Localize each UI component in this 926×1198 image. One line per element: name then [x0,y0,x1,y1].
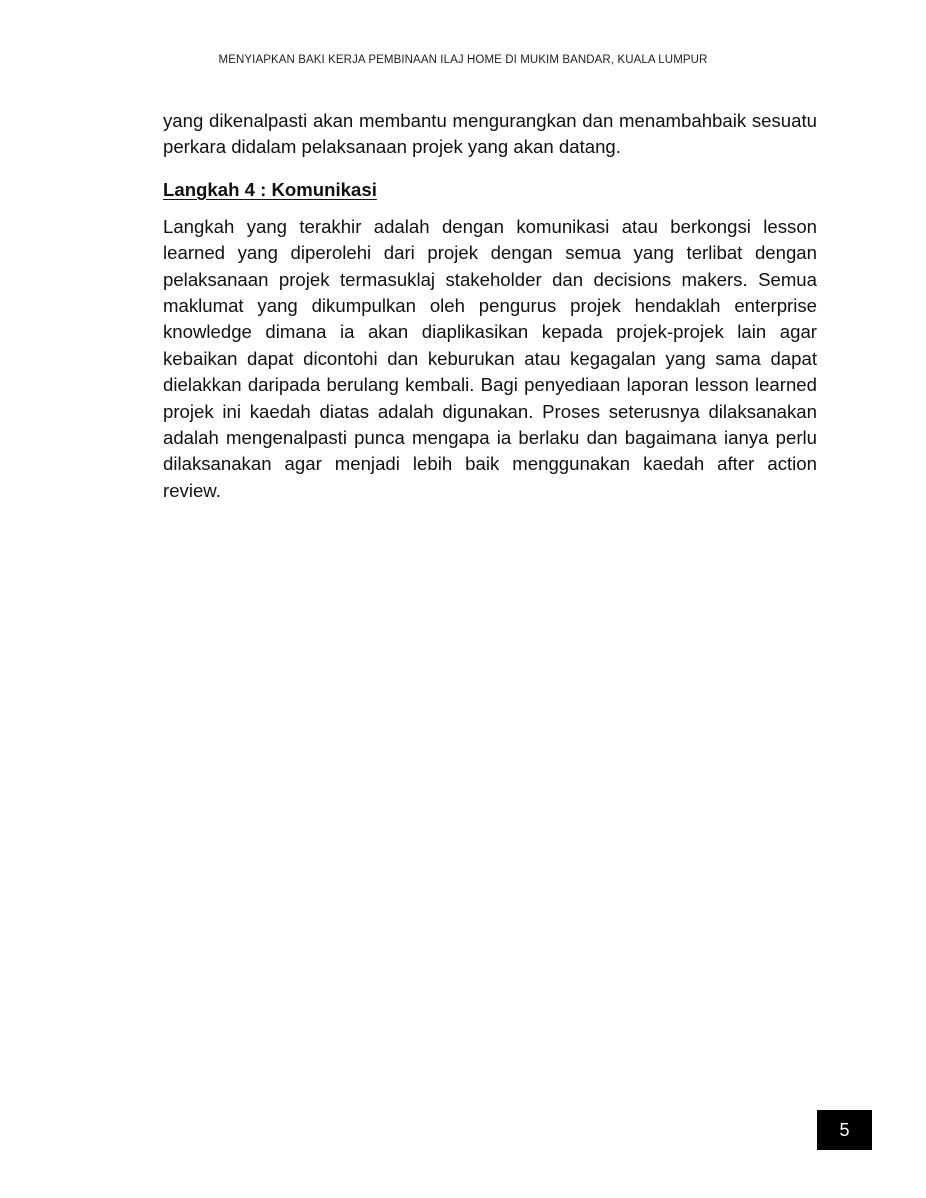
continuation-paragraph: yang dikenalpasti akan membantu mengurangkan dan menambahbaik sesuatu perkara didalam pelaksanaan projek yang akan datang. [163,110,817,158]
page-number: 5 [839,1119,850,1140]
section-heading: Langkah 4 : Komunikasi [163,178,377,200]
page-number-box [817,1110,872,1150]
section-paragraph: Langkah yang terakhir adalah dengan komunikasi atau berkongsi lesson learned yang diperolehi dari projek dengan semua yang terlibat dengan pelaksanaan projek termasuklaj stakeholder dan decisions makers. Semua maklumat yang dikumpulkan oleh pengurus projek hendaklah enterprise knowledge dimana ia akan diaplikasikan kepada projek-projek lain agar kebaikan dapat dicontohi dan keburukan atau kegagalan yang sama dapat dielakkan daripada berulang kembali. Bagi penyediaan laporan lesson learned projek ini kaedah diatas adalah digunakan. Proses seterusnya dilaksanakan adalah mengenalpasti punca mengapa ia berlaku dan bagaimana ianya perlu dilaksanakan agar menjadi lebih baik menggunakan kaedah after action review. [163,215,817,501]
running-header [0,54,926,66]
page-body [163,108,817,504]
running-header-title: MENYIAPKAN BAKI KERJA PEMBINAAN ILAJ HOME DI MUKIM BANDAR, KUALA LUMPUR [218,54,708,66]
